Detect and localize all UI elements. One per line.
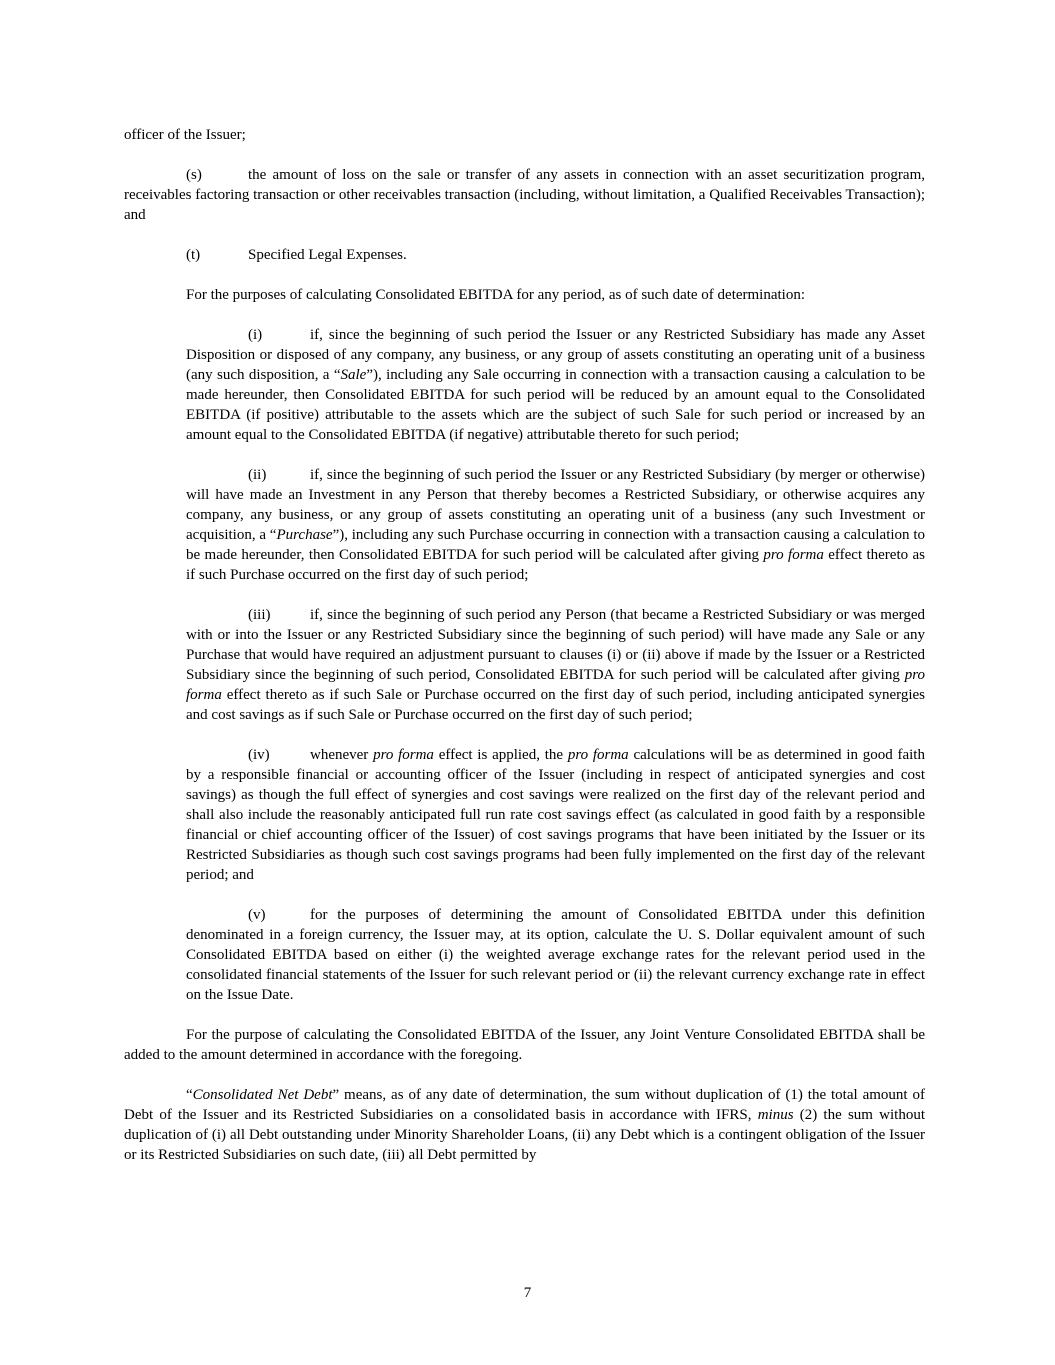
clause-ii-text-middle: ”), including any such Purchase occurring in connection with a transaction causing a calculation to be made hereunder, then Consolidated EBITDA for such period will be calculated after giving [186,527,925,563]
net-debt-open-quote: “ [186,1087,193,1103]
clauses-block [186,325,925,1005]
document-page [124,125,925,1185]
clause-i-text-before: if, since the beginning of such period the Issuer or any Restricted Subsidiary has made any Asset Disposition or disposed of any company, any business, or any group of assets constituting an operating unit of a business (any such disposition, a “ [186,327,925,383]
item-t-label: (t) [186,247,201,263]
clause-v-paragraph [186,905,925,1005]
clause-i-paragraph [186,325,925,445]
clause-ii-text-after: effect thereto as if such Purchase occurred on the first day of such period; [186,547,925,583]
clause-ii-term: Purchase [276,527,333,543]
clause-i-text-after: ”), including any Sale occurring in connection with a transaction causing a calculation to be made hereunder, then Consolidated EBITDA for such period will be reduced by an amount equal to the Consolidated EBITDA (if positive) attributable to the assets which are the subject of such Sale for such period or increased by an amount equal to the Consolidated EBITDA (if negative) attributable thereto for such period; [186,367,926,443]
item-s-label: (s) [186,167,202,183]
intro-line: officer of the Issuer; [124,127,246,143]
net-debt-text-2: (2) the sum without duplication of (i) all Debt outstanding under Minority Shareholder Loans, (ii) any Debt which is a contingent obligation of the Issuer or its Restricted Subsidiaries on such date, (iii) all Debt permitted by [124,1107,925,1163]
item-t-text: Specified Legal Expenses. [248,247,407,263]
net-debt-text-1: ” means, as of any date of determination, the sum without duplication of (1) the total amount of Debt of the Issuer and its Restricted Subsidiaries on a consolidated basis in accordance with IFRS, [124,1087,925,1123]
clause-v-text: for the purposes of determining the amount of Consolidated EBITDA under this definition denominated in a foreign currency, the Issuer may, at its option, calculate the U. S. Dollar equivalent amount of such Consolidated EBITDA based on either (i) the weighted average exchange rates for the relevant period used in the consolidated financial statements of the Issuer for such relevant period or (ii) the relevant currency exchange rate in effect on the Issue Date. [186,907,925,1003]
clause-iv-italic-2: pro forma [567,747,629,763]
clause-i-label: (i) [248,327,263,343]
clause-ii-paragraph [186,465,925,585]
clause-ii-text-before: if, since the beginning of such period the Issuer or any Restricted Subsidiary (by merger or otherwise) will have made an Investment in any Person that thereby becomes a Restricted Subsidiary, or otherwise acquires any company, any business, or any group of assets constituting an operating unit of a business (any such Investment or acquisition, a “ [186,467,925,543]
net-debt-paragraph [124,1085,925,1165]
joint-venture-paragraph: For the purpose of calculating the Consolidated EBITDA of the Issuer, any Joint Venture Consolidated EBITDA shall be added to the amount determined in accordance with the foregoing. [124,1027,925,1063]
clause-iv-text-3: calculations will be as determined in good faith by a responsible financial or accounting officer of the Issuer (including in respect of anticipated synergies and cost savings) as though the full effect of synergies and cost savings were realized on the first day of the relevant period and shall also include the reasonably anticipated full run rate cost savings effect (as calculated in good faith by a responsible financial or chief accounting officer of the Issuer) of cost savings programs that have been initiated by the Issuer or its Restricted Subsidiaries as though such cost savings programs had been fully implemented on the first day of the relevant period; and [186,747,925,883]
item-s-paragraph [124,165,925,225]
page-number: 7 [523,1285,532,1301]
net-debt-term: Consolidated Net Debt [192,1087,333,1103]
clause-i-term: Sale [340,367,367,383]
clause-iv-label: (iv) [248,747,270,763]
clause-iv-italic-1: pro forma [373,747,434,763]
clause-iii-text-before: if, since the beginning of such period any Person (that became a Restricted Subsidiary or was merged with or into the Issuer or any Restricted Subsidiary since the beginning of such period) will have made any Sale or any Purchase that would have required an adjustment pursuant to clauses (i) or (ii) above if made by the Issuer or a Restricted Subsidiary since the beginning of such period, Consolidated EBITDA for such period will be calculated after giving [186,607,925,683]
item-t-paragraph [124,245,925,265]
clause-iii-italic: pro forma [186,667,925,703]
clause-iv-paragraph [186,745,925,885]
clause-iii-paragraph [186,605,925,725]
item-s-text: the amount of loss on the sale or transfer of any assets in connection with an asset securitization program, receivables factoring transaction or other receivables transaction (including, without limitation, a Qualified Receivables Transaction); and [124,167,925,223]
net-debt-italic: minus [757,1107,794,1123]
purposes-intro: For the purposes of calculating Consolidated EBITDA for any period, as of such date of determination: [186,287,806,303]
clause-iii-text-after: effect thereto as if such Sale or Purchase occurred on the first day of such period, including anticipated synergies and cost savings as if such Sale or Purchase occurred on the first day of such period; [186,687,925,723]
clause-iv-text-1: whenever [310,747,374,763]
clause-v-label: (v) [248,907,266,923]
clause-ii-label: (ii) [248,467,267,483]
clause-iii-label: (iii) [248,607,271,623]
clause-iv-text-2: effect is applied, the [433,747,568,763]
clause-ii-italic: pro forma [763,547,824,563]
